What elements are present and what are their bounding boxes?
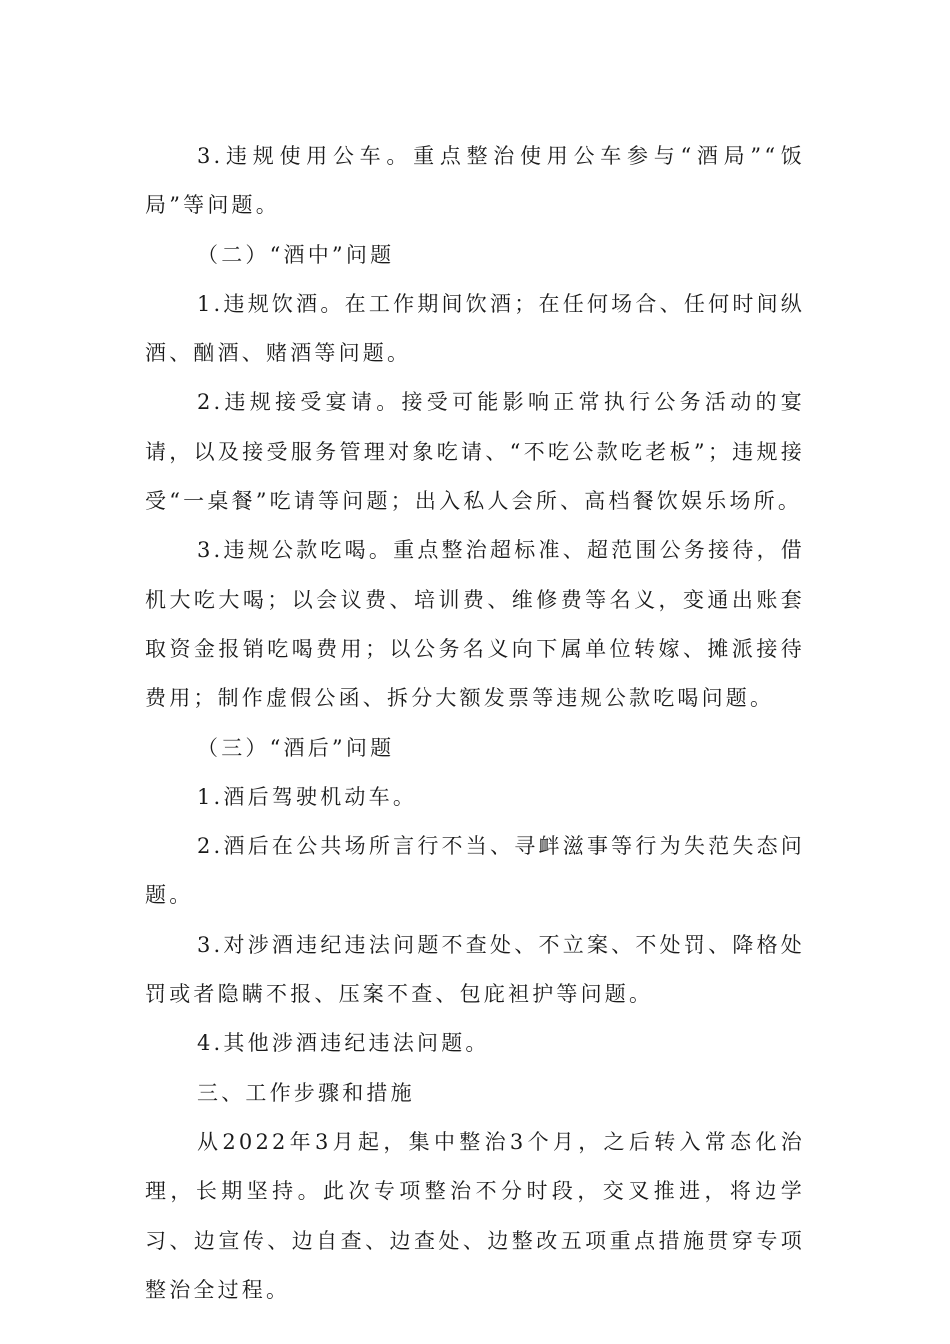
- paragraph-illegal-drinking: 1.违规饮酒。在工作期间饮酒；在任何场合、任何时间纵酒、酗酒、赌酒等问题。: [145, 291, 805, 366]
- document-body: [145, 132, 805, 1315]
- section-heading-after-drinking: （三）“酒后”问题: [197, 735, 395, 760]
- paragraph-public-misconduct: 2.酒后在公共场所言行不当、寻衅滋事等行为失范失态问题。: [145, 834, 805, 908]
- paragraph-drunk-driving: 1.酒后驾驶机动车。: [197, 784, 418, 809]
- paragraph-public-funds: 3.违规公款吃喝。重点整治超标准、超范围公务接待，借机大吃大喝；以会议费、培训费、维修费等名义，变通出账套取资金报销吃喝费用；以公务名义向下属单位转嫁、摊派接待费用；制作虚假公函、拆分大额发票等违规公款吃喝问题。: [145, 538, 805, 711]
- paragraph-timeline: 从2022年3月起，集中整治3个月，之后转入常态化治理，长期坚持。此次专项整治不分时段，交叉推进，将边学习、边宣传、边自查、边查处、边整改五项重点措施贯穿专项整治全过程。: [145, 1129, 805, 1302]
- paragraph-no-investigation: 3.对涉酒违纪违法问题不查处、不立案、不处罚、降格处罚或者隐瞒不报、压案不查、包庇袒护等问题。: [145, 932, 805, 1007]
- section-heading-steps: 三、工作步骤和措施: [197, 1080, 415, 1105]
- paragraph-official-car: 3.违规使用公车。重点整治使用公车参与“酒局”“饭局”等问题。: [145, 144, 805, 218]
- paragraph-other-issues: 4.其他涉酒违纪违法问题。: [197, 1031, 490, 1056]
- paragraph-banquet: 2.违规接受宴请。接受可能影响正常执行公务活动的宴请，以及接受服务管理对象吃请、“不吃公款吃老板”；违规接受“一桌餐”吃请等问题；出入私人会所、高档餐饮娱乐场所。: [145, 390, 805, 514]
- section-heading-during-drinking: （二）“酒中”问题: [197, 242, 395, 267]
